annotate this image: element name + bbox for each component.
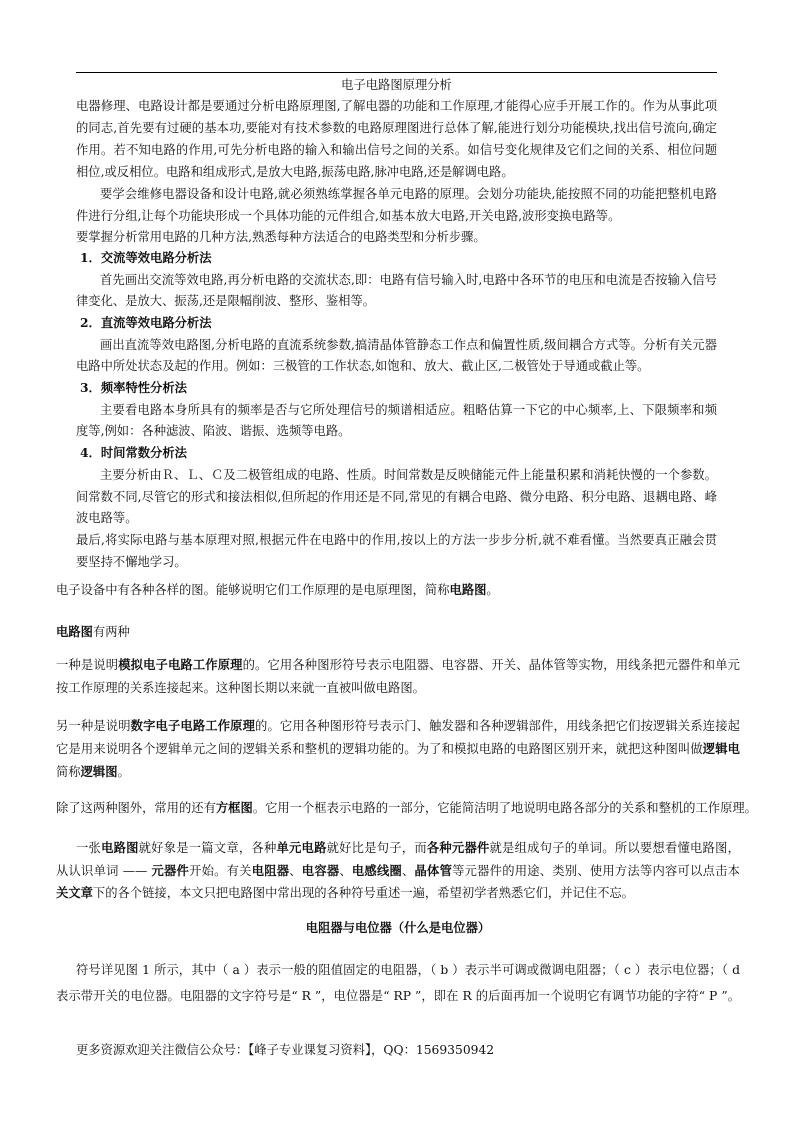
text-line <box>76 142 717 158</box>
text-line <box>76 840 740 856</box>
text-segment: 。 <box>117 765 130 779</box>
text-segment: 。它用一个框表示电路的一部分，它能简洁明了地说明电路各部分的关系和整机的工作原理。 <box>252 801 757 815</box>
text-segment: 度等,例如：各种滤波、陷波、谐振、选频等电路。 <box>76 424 351 438</box>
text-line <box>80 445 721 461</box>
text-segment: 简称 <box>56 765 81 779</box>
bold-text: 逻辑图 <box>80 764 118 779</box>
text-line <box>56 624 740 640</box>
text-line <box>76 358 717 374</box>
text-line <box>76 164 717 180</box>
text-segment: 件进行分组,让每个功能块形成一个具体功能的元件组合,如基本放大电路,开关电路,波形变换电路等。 <box>76 209 621 223</box>
text-segment: 符号详见图 1 所示，其中（ a ）表示一般的阻值固定的电阻器，（ b ）表示半可调或微调电阻器；（ c ）表示电位器；（ d <box>76 963 740 977</box>
text-line <box>76 510 717 526</box>
text-segment: 作用。若不知电路的作用,可先分析电路的输入和输出信号之间的关系。如信号变化规律及它们之间的关系、相位问题 <box>76 143 717 157</box>
text-line <box>76 120 717 136</box>
text-line <box>56 582 740 598</box>
bold-text: 1．交流等效电路分析法 <box>80 250 212 265</box>
text-line <box>56 657 740 673</box>
text-segment: 开始。有关 <box>189 864 252 878</box>
text-line <box>100 272 717 288</box>
text-line <box>76 962 740 978</box>
text-segment: 主要分析由Ｒ、Ｌ、Ｃ及二极管组成的电路、性质。时间常数是反映储能元件上能量积累和消耗快慢的一个参数。 <box>100 468 717 482</box>
text-line <box>76 489 717 505</box>
text-segment: 按工作原理的关系连接起来。这种图长期以来就一直被叫做电路图。 <box>56 681 425 695</box>
text-line <box>80 380 721 396</box>
bold-text: 模拟电子电路工作原理 <box>118 657 243 672</box>
text-segment: 、 <box>402 864 415 878</box>
text-segment: 另一种是说明 <box>56 719 131 733</box>
text-line <box>100 337 717 353</box>
text-line <box>76 293 717 309</box>
text-segment: 最后,将实际电路与基本原理对照,根据元件在电路中的作用,按以上的方法一步步分析,就不难看懂。当然要真正融会贯 <box>76 533 717 547</box>
text-segment: 就好比是句子，而 <box>326 841 427 855</box>
text-line <box>76 208 717 224</box>
text-segment: 除了这两种图外，常用的还有 <box>56 801 216 815</box>
text-line <box>56 885 740 901</box>
text-line <box>80 315 721 331</box>
header-rule <box>76 72 717 73</box>
text-line <box>100 186 717 202</box>
text-segment: 相位,或反相位。电路和组成形式,是放大电路,振荡电路,脉冲电路,还是解调电路。 <box>76 165 514 179</box>
text-segment: 从认识单词 —— <box>56 864 152 878</box>
text-line <box>76 554 717 570</box>
bold-text: 3．频率特性分析法 <box>80 380 187 395</box>
text-segment: 要学会维修电器设备和设计电路,就必须熟练掌握各单元电路的原理。会划分功能块,能按照不同的功能把整机电路 <box>100 187 717 201</box>
text-line <box>56 718 740 734</box>
text-segment: 、 <box>289 864 302 878</box>
text-segment: 。 <box>486 583 499 597</box>
text-segment: 一张 <box>76 841 102 855</box>
document-title: 电子电路图原理分析 <box>341 78 452 92</box>
bold-text: 电路图 <box>56 624 93 639</box>
bold-text: 方框图 <box>215 800 253 815</box>
text-line <box>76 98 717 114</box>
bold-text: 逻辑电 <box>702 741 740 756</box>
text-line <box>56 920 740 936</box>
text-segment: 就好象是一篇文章，各种 <box>138 841 277 855</box>
text-line <box>100 402 717 418</box>
text-line <box>76 532 717 548</box>
bold-text: 电路图 <box>101 840 139 855</box>
text-segment: 电器修理、电路设计都是要通过分析电路原理图,了解电器的功能和工作原理,才能得心应手开展工作的。作为从事此项 <box>76 99 717 113</box>
text-segment: 就是组成句子的单词。所以要想看懂电路图， <box>489 841 740 855</box>
bold-text: 元器件 <box>151 863 190 878</box>
text-segment: 下的各个链接，本文只把电路图中常出现的各种符号重述一遍，希望初学者熟悉它们，并记住不忘。 <box>92 886 634 900</box>
bold-text: 各种元器件 <box>426 840 490 855</box>
bold-text: 电容器 <box>301 863 340 878</box>
text-segment: 波电路等。 <box>76 511 138 525</box>
text-segment: 画出直流等效电路图,分析电路的直流系统参数,搞清晶体管静态工作点和偏置性质,级间耦合方式等。分析有关元器 <box>100 338 717 352</box>
bold-text: 数字电子电路工作原理 <box>130 718 256 733</box>
text-segment: 主要看电路本身所具有的频率是否与它所处理信号的频谱相适应。粗略估算一下它的中心频率,上、下限频率和频 <box>100 403 717 417</box>
text-segment: 要坚持不懈地学习。 <box>76 555 187 569</box>
text-segment: 要掌握分析常用电路的几种方法,熟悉每种方法适合的电路类型和分析步骤。 <box>76 230 486 244</box>
bold-text: 电感线圈 <box>351 863 402 878</box>
text-segment: 等元器件的用途、类别、使用方法等内容可以点击本 <box>452 864 740 878</box>
text-segment: 有两种 <box>92 625 130 639</box>
text-segment: 电路中所处状态及起的作用。例如：三极管的工作状态,如饱和、放大、截止区,二极管处于导通或截止等。 <box>76 359 650 373</box>
bold-text: 关文章 <box>56 885 93 900</box>
text-segment: 首先画出交流等效电路,再分析电路的交流状态,即：电路有信号输入时,电路中各环节的电压和电流是否按输入信号 <box>100 273 717 287</box>
bold-text: 4．时间常数分析法 <box>80 445 187 460</box>
text-segment: 它是用来说明各个逻辑单元之间的逻辑关系和整机的逻辑功能的。为了和模拟电路的电路图区别开来，就把这种图叫做 <box>56 742 703 756</box>
text-line <box>76 423 717 439</box>
text-segment: 更多资源欢迎关注微信公众号：【峰子专业课复习资料】，QQ：1569350942 <box>76 1043 495 1057</box>
bold-text: 电阻器与电位器（什么是电位器） <box>305 920 491 935</box>
text-segment: 、 <box>339 864 352 878</box>
bold-text: 电路图 <box>449 582 487 597</box>
text-line <box>56 741 740 757</box>
text-segment: 电子设备中有各种各样的图。能够说明它们工作原理的是电原理图，简称 <box>56 583 450 597</box>
text-line <box>56 764 740 780</box>
bold-text: 2．直流等效电路分析法 <box>80 315 212 330</box>
text-line <box>76 229 717 245</box>
bold-text: 单元电路 <box>276 840 327 855</box>
text-segment: 的。它用各种图形符号表示门、触发器和各种逻辑部件，用线条把它们按逻辑关系连接起 <box>255 719 740 733</box>
text-line <box>56 988 740 1004</box>
bold-text: 电阻器 <box>251 863 290 878</box>
text-segment: 律变化、是放大、振荡,还是限幅削波、整形、鉴相等。 <box>76 294 376 308</box>
text-line <box>100 467 717 483</box>
text-line <box>56 863 740 879</box>
text-line <box>80 250 721 266</box>
text-segment: 一种是说明 <box>56 658 119 672</box>
text-line <box>56 680 740 696</box>
text-segment: 间常数不同,尽管它的形式和接法相似,但所起的作用还是不同,常见的有耦合电路、微分电路、积分电路、退耦电路、峰 <box>76 490 717 504</box>
text-segment: 表示带开关的电位器。电阻器的文字符号是“ R ”，电位器是“ RP ”，即在 R 的后面再加一个说明它有调节功能的字符“ P ”。 <box>56 989 740 1003</box>
text-line <box>56 800 757 816</box>
text-segment: 的。它用各种图形符号表示电阻器、电容器、开关、晶体管等实物，用线条把元器件和单元 <box>242 658 740 672</box>
bold-text: 晶体管 <box>414 863 453 878</box>
footer-note <box>76 1042 760 1058</box>
text-segment: 的同志,首先要有过硬的基本功,要能对有技术参数的电路原理图进行总体了解,能进行划分功能模块,找出信号流向,确定 <box>76 121 717 135</box>
